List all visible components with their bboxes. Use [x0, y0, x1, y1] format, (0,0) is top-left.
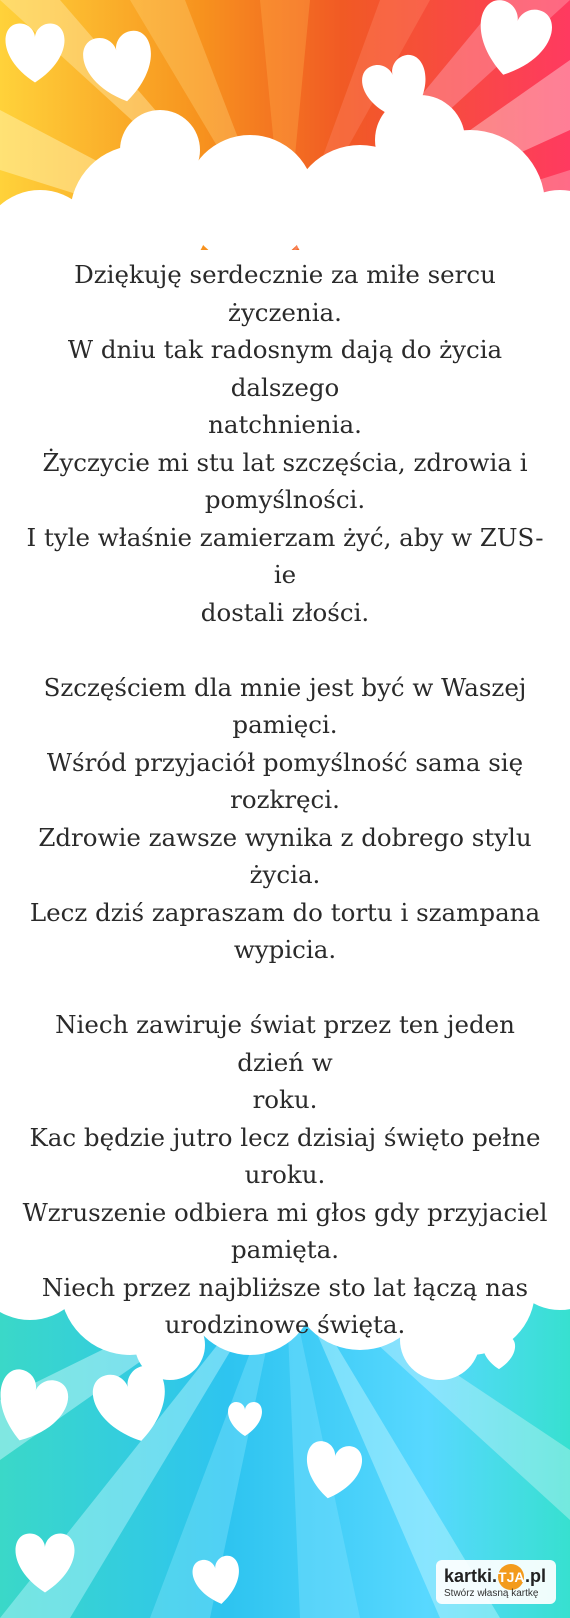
poem-line: Dziękuję serdecznie za miłe sercu życzenia. [74, 260, 496, 327]
stanza-gap [20, 969, 550, 1007]
site-logo[interactable] [436, 1560, 556, 1604]
poem-line: Niech zawiruje świat przez ten jeden dzień w [55, 1010, 515, 1077]
logo-badge-icon: TJA [498, 1564, 524, 1590]
poem-line: Niech przez najbliższe sto lat łączą nas [41, 1272, 529, 1302]
poem-line: Kac będzie jutro lecz dzisiaj święto pełne [29, 1122, 541, 1152]
stanza-2 [20, 669, 550, 969]
logo-brand-suffix: .pl [525, 1565, 547, 1586]
stanza-gap [20, 631, 550, 669]
poem-line: roku. [252, 1085, 318, 1114]
poem-line: dostali złości. [200, 597, 370, 627]
stanza-1 [20, 256, 550, 631]
poem-line: Lecz dziś zapraszam do tortu i szampana [29, 897, 541, 927]
poem-line: pamięta. [230, 1235, 340, 1264]
poem-line: wypicia. [233, 935, 337, 964]
poem-line: natchnienia. [208, 410, 362, 439]
poem-line: uroku. [244, 1160, 326, 1189]
poem-line: pamięci. [232, 710, 338, 739]
poem-line: Życzycie mi stu lat szczęścia, zdrowia i [42, 447, 528, 477]
logo-brand [444, 1564, 546, 1590]
poem-line: rozkręci. [230, 785, 340, 814]
poem-text [20, 256, 550, 1344]
poem-line: Szczęściem dla mnie jest być w Waszej [43, 672, 527, 702]
poem-line: W dniu tak radosnym dają do życia dalszego [67, 335, 503, 402]
poem-line: Zdrowie zawsze wynika z dobrego stylu życia. [38, 822, 532, 889]
poem-line: I tyle właśnie zamierzam żyć, aby w ZUS-ie [26, 522, 544, 589]
poem-line: urodzinowe święta. [164, 1310, 406, 1339]
logo-tagline: Stwórz własną kartkę [444, 1588, 539, 1599]
poem-line: Wzruszenie odbiera mi głos gdy przyjaciel [22, 1197, 548, 1227]
poem-line: pomyślności. [204, 485, 366, 514]
stanza-3 [20, 1006, 550, 1344]
logo-brand-prefix: kartki. [444, 1565, 498, 1586]
poem-line: Wśród przyjaciół pomyślność sama się [46, 747, 524, 777]
